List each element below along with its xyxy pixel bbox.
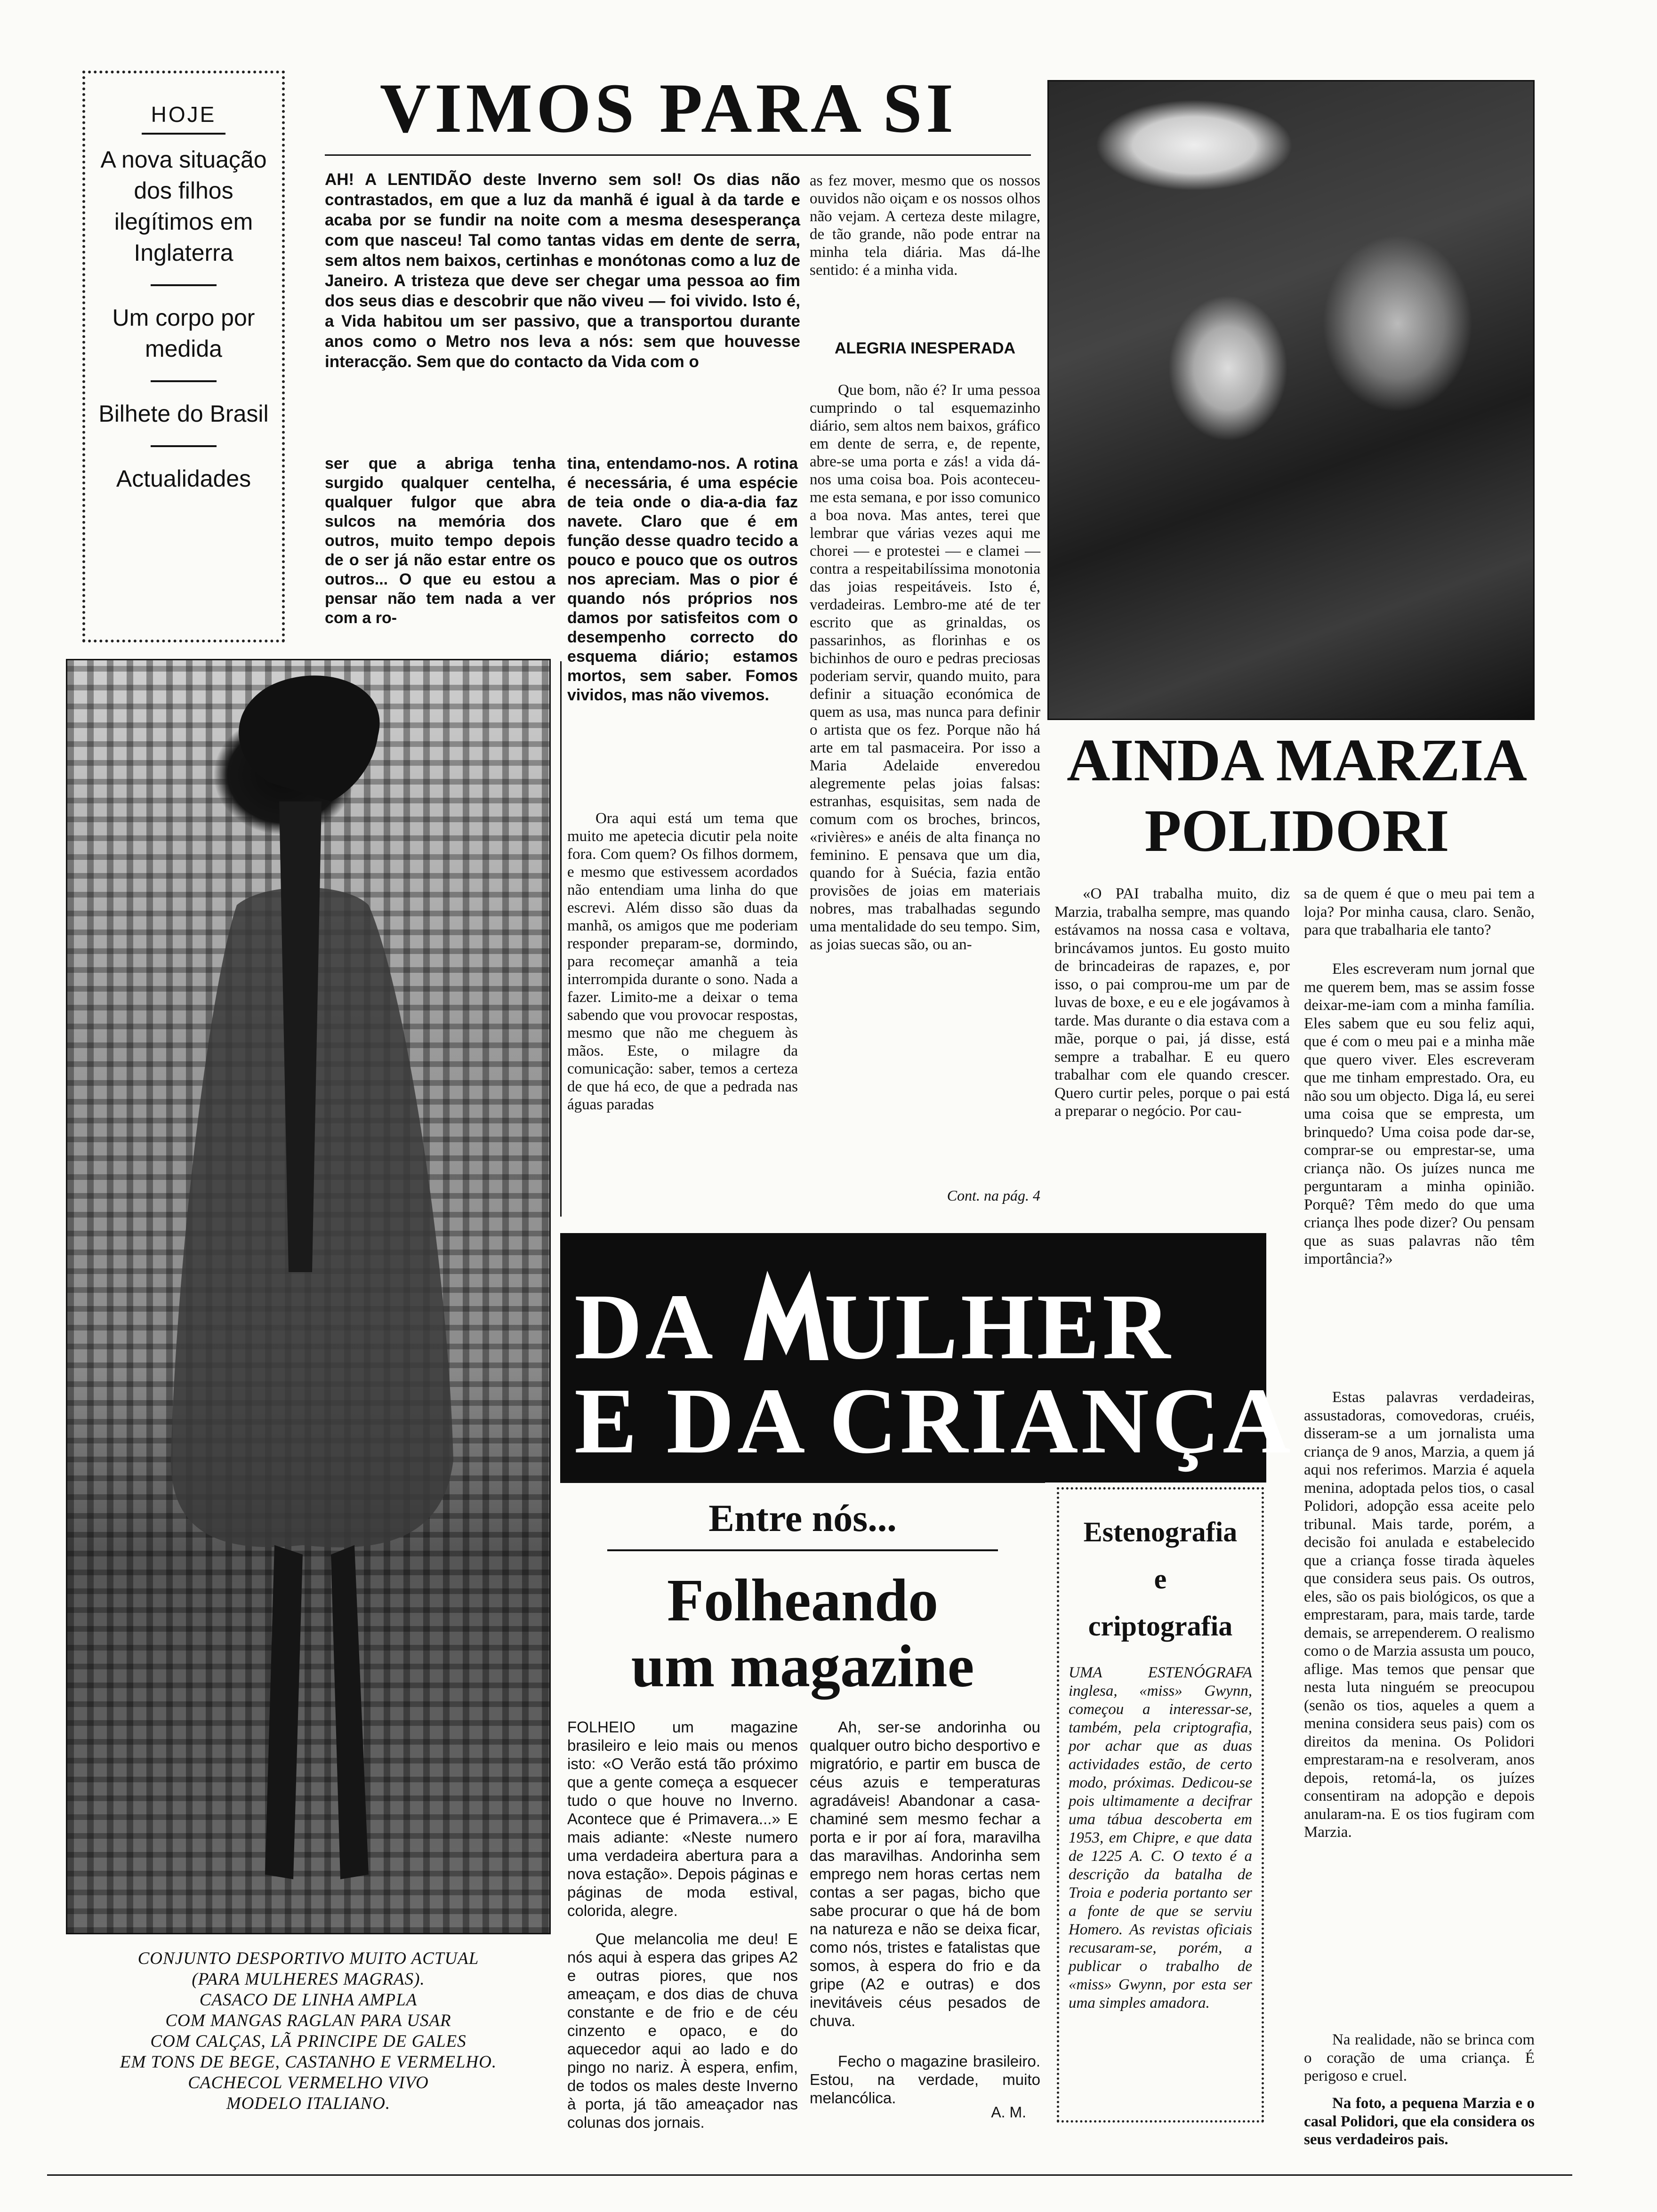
marzia-column-b3: Estas palavras verdadeiras, assustadoras, comovedoras, cruéis, disseram-se a um jornalista uma criança de 9 anos, Marzia, a quem já aqui nos referimos. Marzia é aquela menina, adoptada pelos tios, o casal Polidori, adopção essa aceite pelo tribunal. Mais tarde, porém, a decisão foi anulada e estabelecido que a criança fosse tirada àqueles que considera seus pais. Os outros, eles, são os pais biológicos, os que a emprestaram, para, mais tarde, tarde demais, se arrependerem. O realismo como o de Marzia assusta um pouco, aflige. Mas temos que pensar que nesta luta ninguém se preocupou (senão os tios, aqueles a quem a menina considera seus pais) com os direitos da menina. Os Polidori emprestaram-na e resolveram, anos depois, retomá-la, os juízes consentiram na adopção e depois anularam-na. E os tios fugiram com Marzia.: [1304, 1389, 1535, 1841]
vimos-lead: AH! A LENTIDÃO deste Inverno sem sol! Os dias não contrastados, em que a luz da manhã é igual à da tarde e acaba por se fundir na noite com a mesma desesperança com que nasceu! Tal como tantas vidas em dente de serra, sem altos nem baixos, certinhas e monótonas como a luz de Janeiro. A tristeza que deve ser chegar uma pessoa ao fim dos seus dias e descobrir que não viveu — foi vivido. Isto é, a Vida habitou um ser passivo, que a transportou durante anos como o Metro nos leva a nós: sem que houvesse interacção. Sem que do contacto da Vida com o: [325, 170, 800, 371]
caption-line: MODELO ITALIANO.: [226, 2094, 391, 2113]
vimos-subhead: ALEGRIA INESPERADA: [834, 339, 1016, 357]
vimos-continued[interactable]: Cont. na pág. 4: [947, 1187, 1040, 1204]
marzia-title-line2: POLIDORI: [1144, 797, 1449, 864]
marzia-column-b4: Na realidade, não se brinca com o coração de uma criança. É perigoso e cruel.: [1304, 2031, 1535, 2084]
vimos-title: VIMOS PARA SI: [379, 69, 957, 147]
marzia-column-b5: Na foto, a pequena Marzia e o casal Polidori, que ela considera os seus verdadeiros pais.: [1304, 2095, 1535, 2148]
vimos-column-d2: Que bom, não é? Ir uma pessoa cumprindo o tal esquemazinho diário, sem altos nem baixos, gráfico em dente de serra, e, de repente, abre-se uma porta e zás! a vida dá-nos uma coisa boa. Pois aconteceu-me esta semana, e por isso comunico a boa nova. Mas antes, terei que lembrar que várias vezes aqui me chorei — e protestei — e clamei — contra a respeitabilíssima monotonia das joias respeitáveis. Isto é, verdadeiras. Lembro-me até de ter escrito que as grinaldas, os passarinhos, as florinhas e os bichinhos de ouro e pedras preciosas poderiam servir, quando muito, para definir a situação económica de quem as usa, mas nunca para definir o artista que os fez. Porque não há arte em tal pasmaceira. Por isso a Maria Adelaide enveredou alegremente pelas joias falsas: estranhas, esquisitas, sem nada de comum com os broches, brincos, «rivières» e anéis de alta finança no feminino. E pensava que um dia, quando for à Suécia, fazia então provisões de joias em materiais nobres, mas trabalhadas segundo uma mentalidade do seu tempo. Sim, as joias suecas são, ou an-: [810, 382, 1040, 953]
fashion-caption: [66, 1948, 551, 2114]
caption-line: CONJUNTO DESPORTIVO MUITO ACTUAL: [137, 1949, 479, 1968]
marzia-photo: [1047, 80, 1535, 720]
vimos-column-d1: as fez mover, mesmo que os nossos ouvidos não oiçam e os nossos olhos não vejam. A certeza deste milagre, de tão grande, não pode entrar na minha tela diária. Mas dá-lhe sentido: é a minha vida.: [810, 172, 1040, 279]
entre-kicker: Entre nós...: [708, 1497, 897, 1539]
vimos-column-c: Ora aqui está um tema que muito me apetecia dicutir pela noite fora. Com quem? Os filhos dormem, e mesmo que estivessem acordados não entendiam uma linha do que escrevi. Além disso são duas da manhã, os amigos que me poderiam responder preparam-se, dormindo, para recomeçar amanhã a teia interrompida durante o sono. Nada a fazer. Limito-me a deixar o tema sabendo que vou provocar respostas, mesmo que não me cheguem às mãos. Este, o milagre da comunicação: saber, temos a certeza de que há eco, de que a pedrada nas águas paradas: [567, 810, 798, 1113]
vimos-column-a: ser que a abriga tenha surgido qualquer centelha, qualquer fulgor que abra sulcos na memória dos outros, muito tempo depois de o ser já não estar entre os outros... O que eu estou a pensar não tem nada a ver com a ro-: [325, 455, 555, 627]
index-item-1[interactable]: A nova situação dos filhos ilegítimos em Inglaterra: [100, 146, 267, 266]
fashion-silhouette: [67, 660, 552, 1936]
bottom-rule: [47, 2174, 1572, 2176]
caption-line: EM TONS DE BEGE, CASTANHO E VERMELHO.: [120, 2052, 497, 2072]
entre-column-a2: Que melancolia me deu! E nós aqui à espera das gripes A2 e outras piores, que nos ameaçam, e dos dias de chuva constante e de frio e de céu cinzento e opaco, e do aquecedor aqui ao lado e do pingo no nariz. À espera, enfim, de todos os males deste Inverno à porta, já tão ameaçador nas colunas dos jornais.: [567, 1930, 798, 2131]
steno-title-line1: Estenografia: [1083, 1516, 1238, 1547]
index-divider: [151, 284, 217, 286]
caption-line: (PARA MULHERES MAGRAS).: [192, 1970, 425, 1989]
entre-column-a: FOLHEIO um magazine brasileiro e leio mais ou menos isto: «O Verão está tão próximo que a gente começa a esquecer tudo o que houve no Inverno. Acontece que é Primavera...» E mais adiante: «Neste numero uma verdadeira abertura para a nova estação». Depois páginas e páginas de moda estival, colorida, alegre.: [567, 1718, 798, 1919]
entre-title-line2: um magazine: [631, 1633, 974, 1699]
kicker-divider: [607, 1549, 998, 1551]
header-rule: [325, 154, 1031, 156]
caption-line: COM CALÇAS, LÃ PRINCIPE DE GALES: [150, 2032, 467, 2051]
caption-line: CACHECOL VERMELHO VIVO: [188, 2073, 429, 2092]
entre-title-line1: Folheando: [667, 1567, 939, 1634]
steno-title-line2: e: [1154, 1563, 1167, 1595]
entre-column-b: Ah, ser-se andorinha ou qualquer outro bicho desportivo e migratório, e partir em busca de céus azuis e temperaturas agradáveis! Abandonar a casa-chaminé sem mesmo fechar a porta e ir por aí fora, maravilha das maravilhas. Andorinha sem emprego nem horas certas nem contas a ser pagas, bicho que sabe procurar o que há de bom na natureza e não se deixa ficar, como nós, tristes e fatalistas que somos, à espera do frio e da gripe (A2 e outras) e dos inevitáveis céus pesados de chuva.: [810, 1718, 1040, 2029]
marzia-title-line1: AINDA MARZIA: [1067, 727, 1527, 793]
index-divider: [151, 445, 217, 447]
section-divider: [560, 1480, 1045, 1483]
marzia-column-a: «O PAI trabalha muito, diz Marzia, trabalha sempre, mas quando estávamos na nossa casa e voltava, brincávamos juntos. Eu gosto muito de brincadeiras de rapazes, e, por isso, o pai comprou-me um par de luvas de boxe, e eu e ele jogávamos à tarde. Mas durante o dia estava com a mãe, porque o pai, já disse, está sempre a trabalhar. E eu quero trabalhar com ele quando crescer. Quero curtir peles, porque o pai está a preparar o negócio. Por cau-: [1054, 885, 1290, 1120]
index-item-2[interactable]: Um corpo por medida: [112, 305, 255, 362]
entre-signature: A. M.: [991, 2104, 1026, 2121]
fashion-photo: [66, 659, 551, 1934]
index-item-4[interactable]: Actualidades: [116, 465, 251, 492]
section-banner: [560, 1233, 1294, 1483]
column-rule: [560, 661, 562, 1217]
section-banner-da: DA: [574, 1275, 716, 1379]
steno-title-line3: criptografia: [1088, 1611, 1233, 1642]
marzia-column-b1: sa de quem é que o meu pai tem a loja? Por minha causa, claro. Senão, para que trabalharia ele tanto?: [1304, 885, 1535, 938]
index-box: [82, 71, 285, 642]
vimos-column-b: tina, entendamo-nos. A rotina é necessária, é uma espécie de teia onde o dia-a-dia faz navete. Claro que é em função desse quadro tecido a pouco e pouco que os outros nos apreciam. Mas o pior é quando nós próprios nos damos por satisfeitos com o desempenho correcto do esquema diário; estamos mortos, sem saber. Fomos vividos, mas não vivemos.: [567, 455, 798, 704]
steno-box: [1057, 1487, 1264, 2123]
caption-line: CASACO DE LINHA AMPLA: [199, 1990, 418, 2010]
index-divider: [151, 380, 217, 382]
marzia-column-b2: Eles escreveram num jornal que me querem bem, mas se assim fosse deixar-me-iam com a minha família. Eles sabem que eu sou feliz aqui, que é com o meu pai e a minha mãe que quero viver. Eles escreveram que me tinham emprestado. Ora, eu não sou um objecto. Diga lá, eu serei uma coisa que se empresta, um brinquedo? Uma coisa pode dar-se, comprar-se ou emprestar-se, uma criança não. Os juízes nunca me perguntaram a minha opinião. Porquê? Têm medo do que uma criança lhes pode dizer? Ou pensam que as suas palavras não têm importância?»: [1304, 961, 1535, 1267]
entre-column-b2: Fecho o magazine brasileiro. Estou, na verdade, muito melancólica.: [810, 2052, 1040, 2107]
index-heading: HOJE: [142, 99, 226, 135]
section-banner-line2: E DA CRIANÇA: [574, 1369, 1294, 1473]
index-item-3[interactable]: Bilhete do Brasil: [98, 401, 269, 427]
caption-line: COM MANGAS RAGLAN PARA USAR: [165, 2011, 451, 2030]
section-banner-ulher: ULHER: [824, 1275, 1174, 1379]
steno-body: UMA ESTENÓGRAFA inglesa, «miss» Gwynn, começou a interessar-se, também, pela criptografia, por achar que as duas actividades estão, de certo modo, próximas. Dedicou-se pois ultimamente a decifrar uma tábua descoberta em 1953, em Chipre, e que data de 1225 A. C. O texto é a descrição da batalha de Troia e poderia portanto ser a fonte de que se serviu Homero. As revistas oficiais recusaram-se, porém, a publicar o trabalho de «miss» Gwynn, por esta ser uma simples amadora.: [1069, 1664, 1252, 2012]
section-banner-line1: [574, 1275, 1174, 1379]
